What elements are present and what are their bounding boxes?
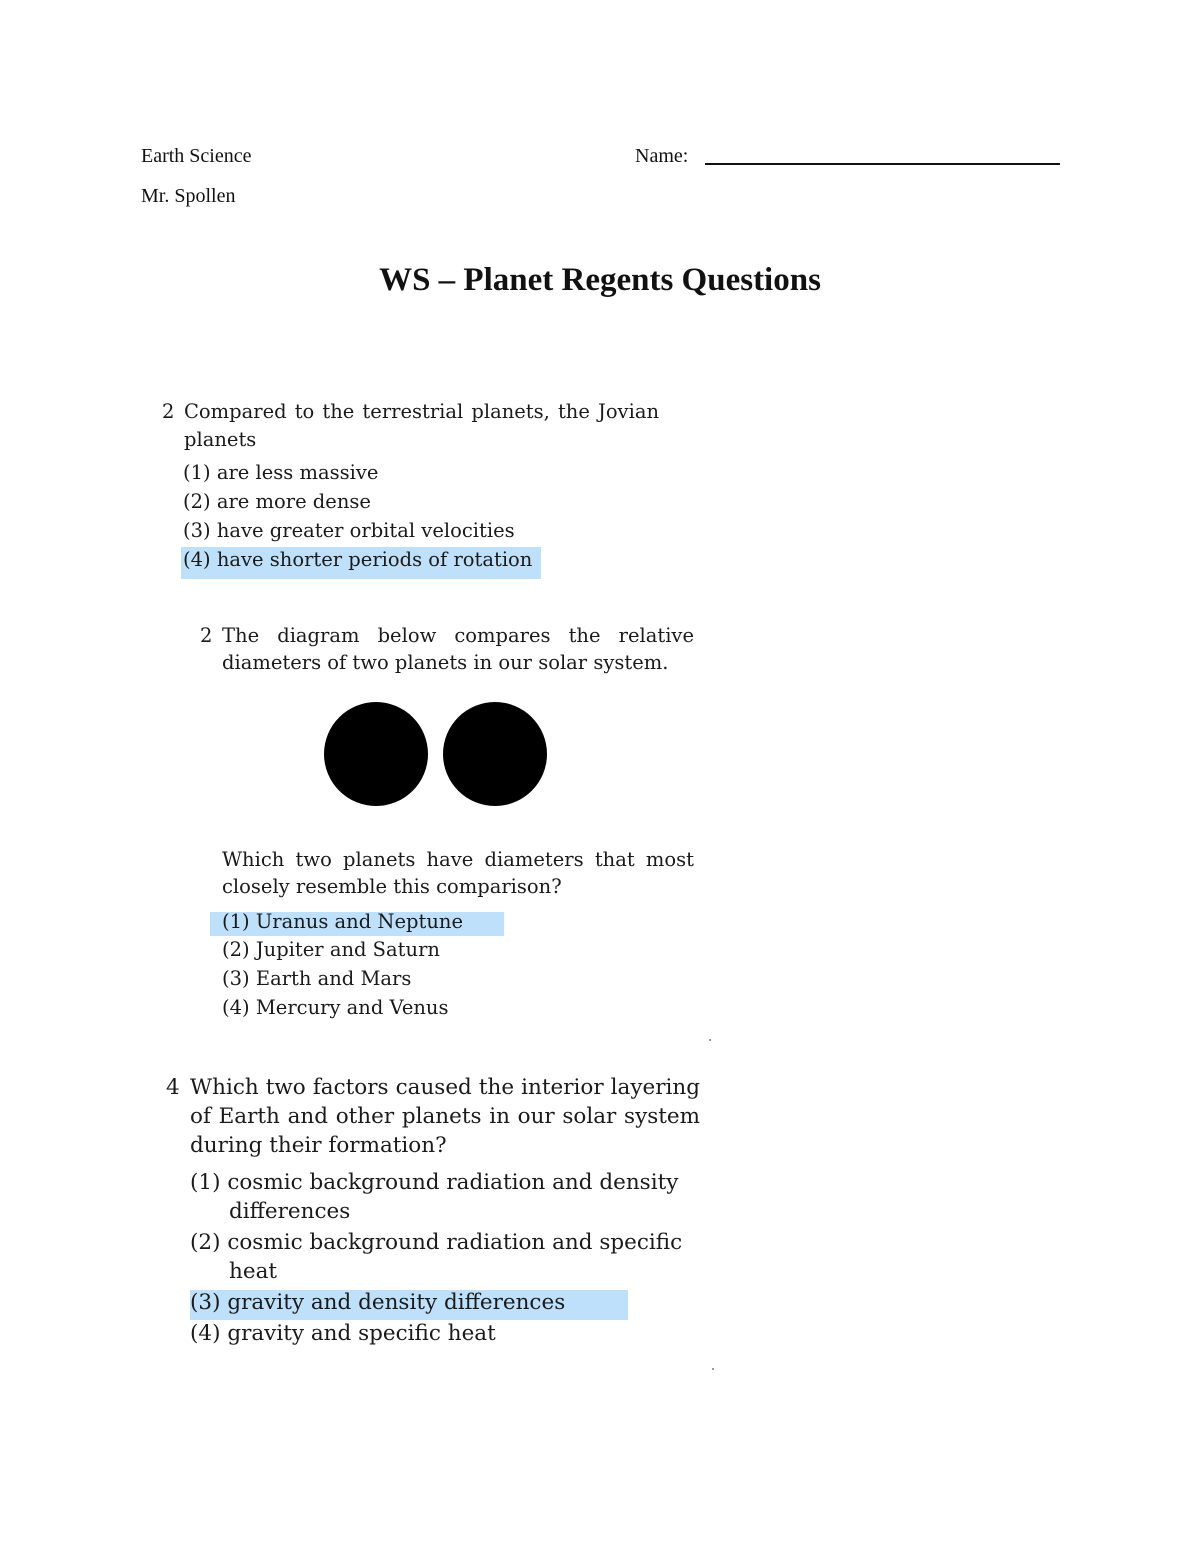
question-3-number: 4 [166,1075,180,1100]
option-text: Uranus and Neptune [255,910,463,933]
option-label: (2) [190,1230,221,1255]
option-label: (4) [190,1321,221,1346]
question-1 [162,398,659,454]
scan-speck [712,1368,714,1370]
option-label: (1) [183,461,211,484]
option-2[interactable] [183,488,371,516]
question-3-stem: Which two factors caused the interior layering of Earth and other planets in our solar system during their formation? [190,1075,700,1158]
option-3[interactable] [183,517,515,545]
name-blank-line[interactable] [705,163,1060,165]
option-2[interactable] [190,1228,682,1257]
name-label: Name: [635,145,689,167]
option-3[interactable] [222,965,411,992]
option-text: cosmic background radiation and specific [227,1230,683,1255]
option-text: Mercury and Venus [255,996,449,1019]
question-2 [200,622,694,676]
option-text: are more dense [216,490,371,513]
teacher-label: Mr. Spollen [141,185,236,207]
course-label: Earth Science [141,145,252,167]
option-label: (4) [222,996,250,1019]
question-3 [166,1073,700,1160]
option-label: (2) [222,938,250,961]
option-label: (1) [222,910,250,933]
option-4[interactable] [183,546,532,574]
option-text: Earth and Mars [255,967,412,990]
option-1-continued: differences [229,1199,351,1224]
option-label: (1) [190,1170,221,1195]
question-2-prompt [222,846,694,900]
question-1-number: 2 [162,400,175,423]
option-text: gravity and density differences [227,1290,566,1315]
option-3[interactable] [190,1288,565,1317]
option-text: gravity and specific heat [227,1321,496,1346]
option-label: (3) [190,1290,221,1315]
option-text: have greater orbital velocities [216,519,515,542]
option-label: (4) [183,548,211,571]
option-text: are less massive [216,461,379,484]
option-label: (3) [183,519,211,542]
option-1[interactable] [183,459,378,487]
question-2-stem: The diagram below compares the relative diameters of two planets in our solar system. [222,624,694,674]
option-1[interactable] [190,1168,678,1197]
option-text: have shorter periods of rotation [216,548,533,571]
page-title: WS – Planet Regents Questions [379,262,821,298]
question-1-stem: Compared to the terrestrial planets, the Jovian planets [184,400,659,451]
option-2[interactable] [222,936,440,963]
option-1[interactable] [222,908,463,935]
option-label: (3) [222,967,250,990]
option-2-continued: heat [229,1259,278,1284]
option-text: cosmic background radiation and density [227,1170,679,1195]
option-4[interactable] [222,994,449,1021]
option-text: Jupiter and Saturn [255,938,440,961]
planet-circle-right [443,702,547,806]
option-4[interactable] [190,1319,496,1348]
planet-circle-left [324,702,428,806]
question-2-question: Which two planets have diameters that most closely resemble this comparison? [222,848,694,898]
question-2-number: 2 [200,624,213,647]
option-label: (2) [183,490,211,513]
scan-speck [709,1039,711,1041]
